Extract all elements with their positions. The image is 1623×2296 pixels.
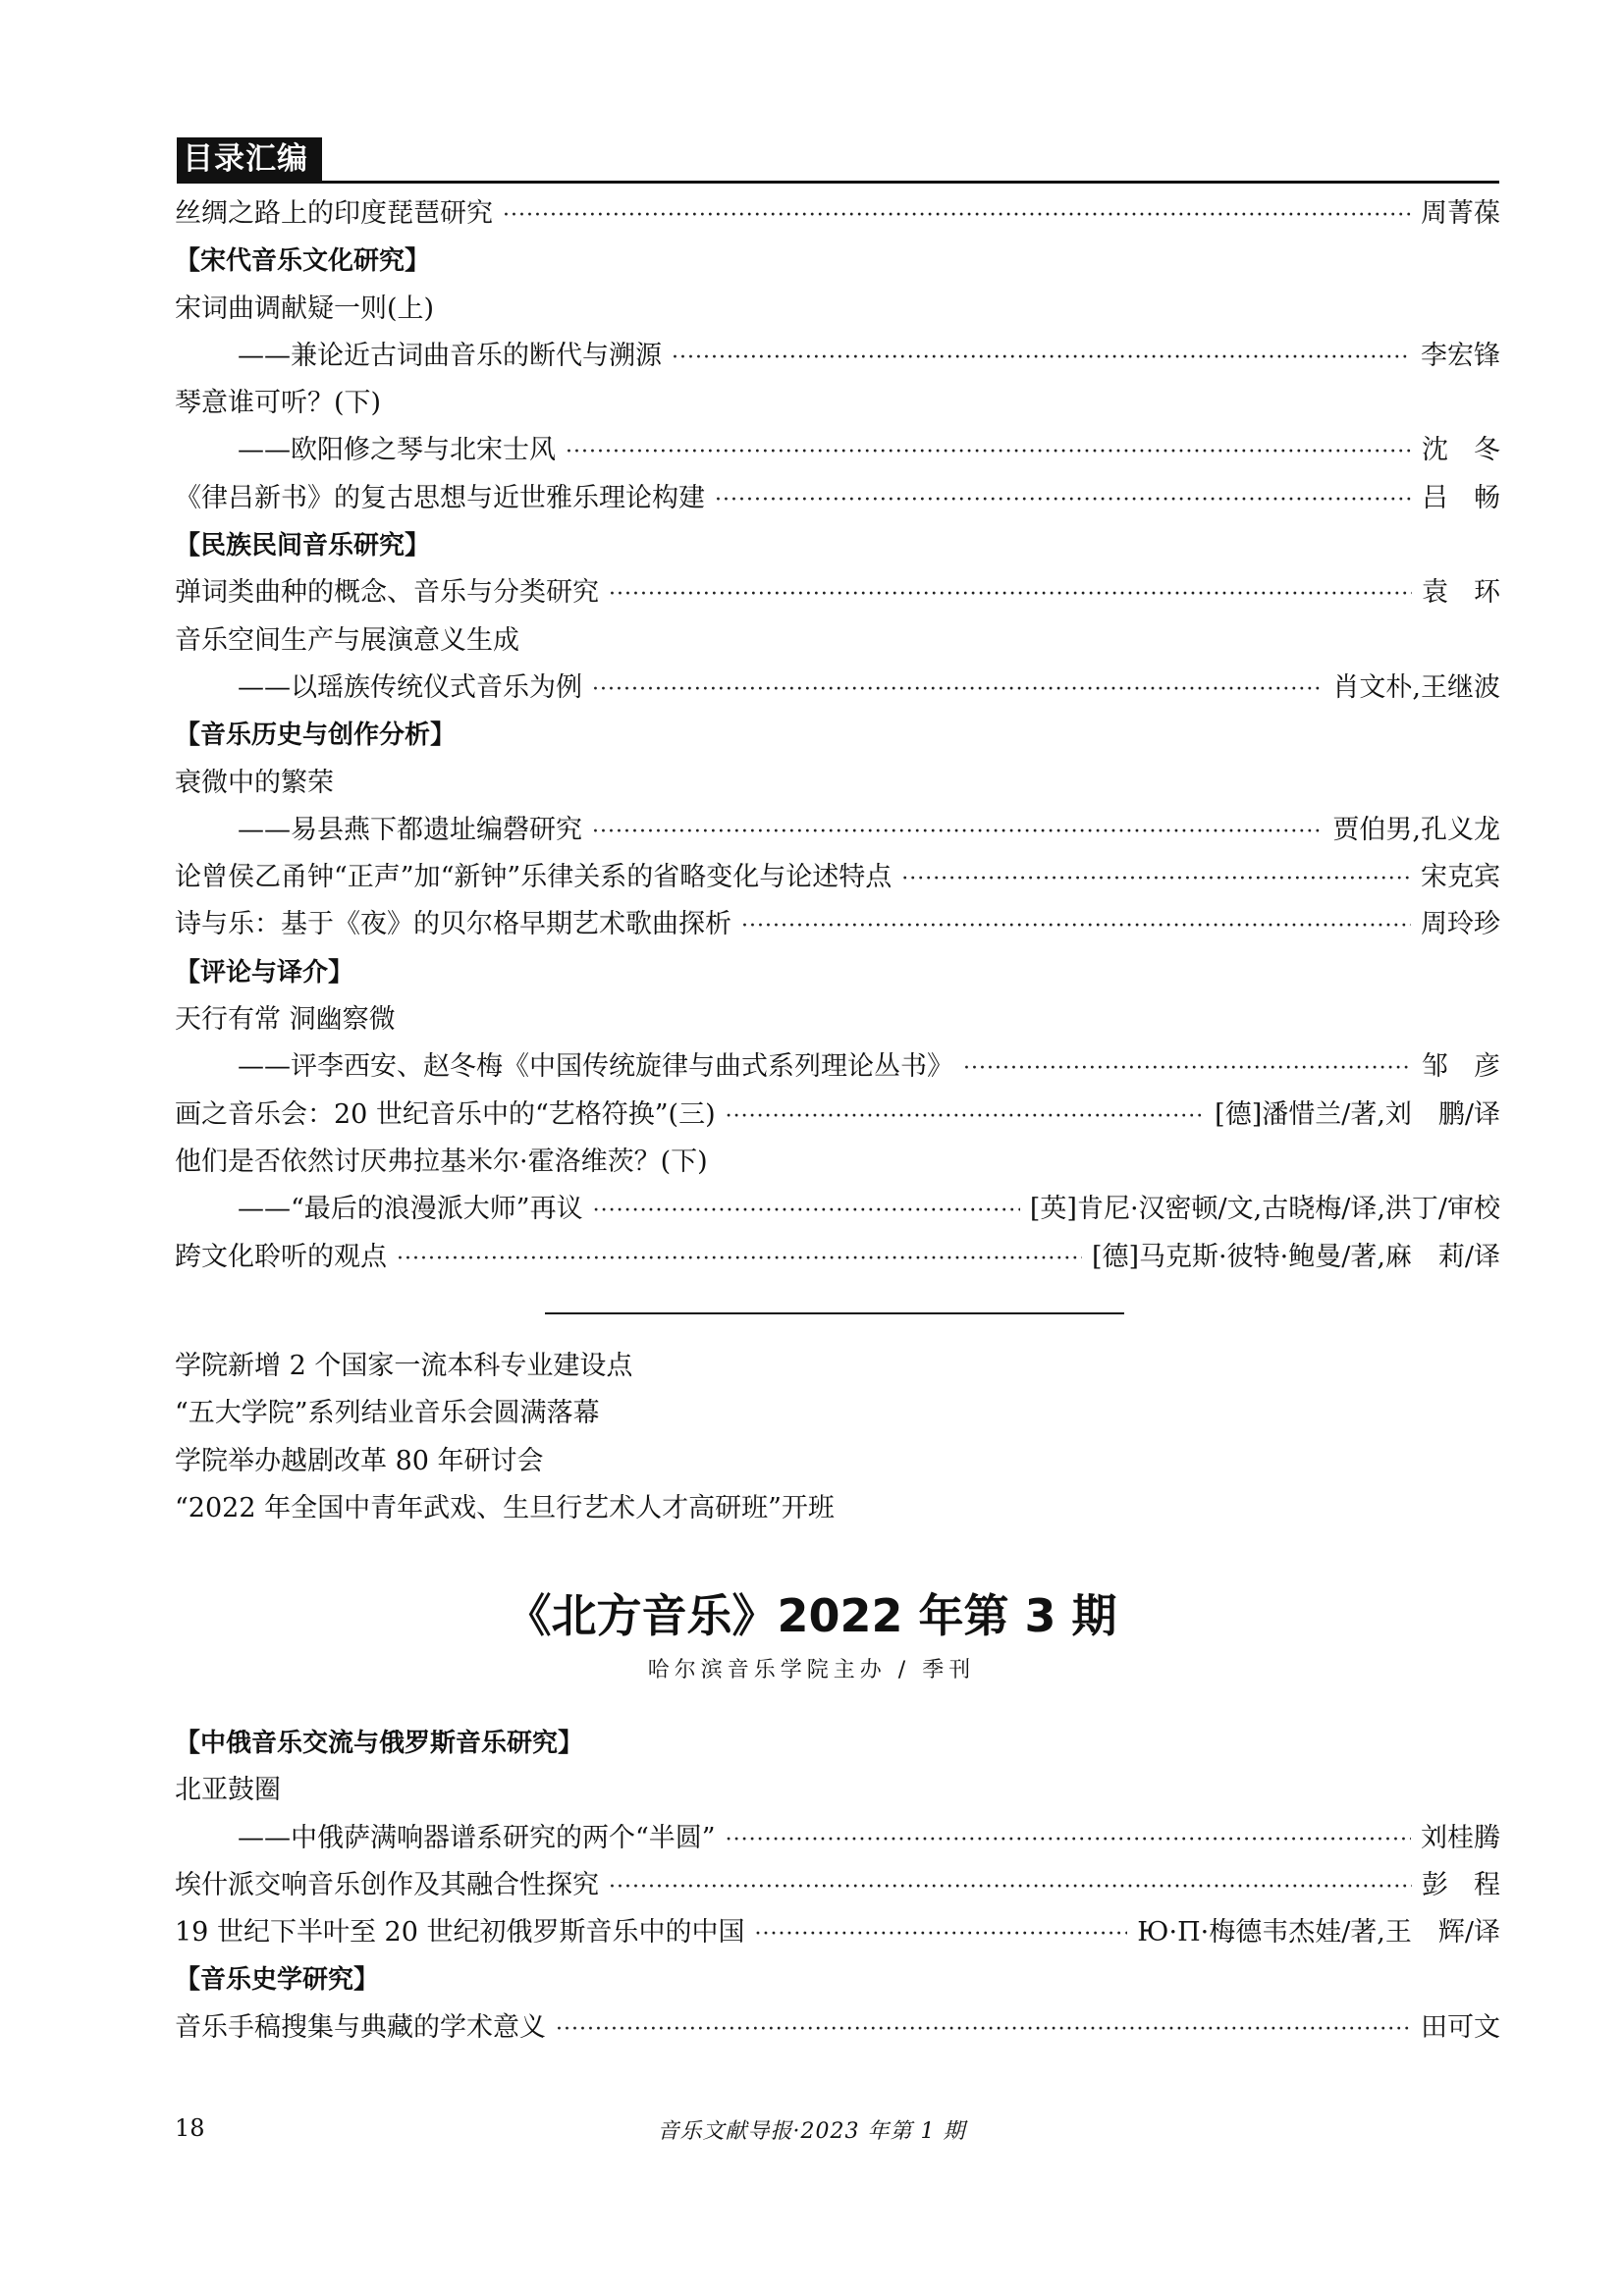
entry-author: 贾伯男,孔义龙 (1332, 814, 1500, 845)
dot-leader (609, 1864, 1412, 1911)
toc-entry (175, 854, 1500, 901)
toc-title-line: 琴意谁可听？(下) (175, 388, 382, 419)
section-label: 目录汇编 (177, 137, 322, 181)
entry-title: ——易县燕下都遗址编磬研究 (238, 814, 582, 845)
toc-entry (175, 569, 1526, 616)
journal-subtitle: 哈尔滨音乐学院主办 / 季刊 (647, 1658, 976, 1682)
dot-leader (556, 2006, 1411, 2054)
toc-title-line: 宋词曲调献疑一则(上) (175, 293, 435, 324)
toc-title-line: 音乐空间生产与展演意义生成 (175, 624, 519, 656)
toc-title-line: 衰微中的繁荣 (175, 767, 334, 798)
entry-title: ——中俄萨满响器谱系研究的两个“半圆” (238, 1822, 716, 1853)
toc-title-line: 天行有常 洞幽察微 (175, 1004, 396, 1036)
entry-author: [德]潘惜兰/著,刘 鹏/译 (1215, 1098, 1500, 1130)
category-heading: 【民族民间音乐研究】 (175, 531, 431, 561)
dot-leader (754, 1911, 1127, 1958)
toc-title-line: 北亚鼓圈 (175, 1775, 281, 1806)
dot-leader (726, 1817, 1411, 1864)
news-item: “五大学院”系列结业音乐会圆满落幕 (175, 1398, 600, 1429)
table-of-contents-2 (175, 1720, 1526, 2052)
entry-author: 沈冬 (1422, 435, 1526, 466)
entry-title: 《律吕新书》的复古思想与近世雅乐理论构建 (175, 482, 705, 513)
entry-title: 画之音乐会：20 世纪音乐中的“艺格符换”(三) (175, 1098, 716, 1130)
dot-leader (715, 477, 1412, 524)
category-heading: 【音乐史学研究】 (175, 1965, 380, 1996)
entry-author: 李宏锋 (1421, 340, 1500, 371)
dot-leader (397, 1236, 1082, 1283)
news-item: 学院举办越剧改革 80 年研讨会 (175, 1445, 544, 1476)
entry-author: 肖文朴,王继波 (1332, 671, 1500, 703)
entry-author: 宋克宾 (1421, 862, 1500, 893)
toc-entry (175, 1909, 1500, 1956)
news-list (175, 1343, 1451, 1532)
toc-entry (175, 1815, 1500, 1862)
table-of-contents-1 (175, 190, 1526, 1281)
entry-title: 埃什派交响音乐创作及其融合性探究 (175, 1869, 599, 1900)
entry-title: 弹词类曲种的概念、音乐与分类研究 (175, 577, 599, 609)
category-heading: 【中俄音乐交流与俄罗斯音乐研究】 (175, 1729, 584, 1758)
entry-title: 音乐手稿搜集与典藏的学术意义 (175, 2011, 546, 2043)
entry-author: 田可文 (1421, 2011, 1500, 2043)
toc-entry (175, 333, 1500, 380)
toc-entry (175, 901, 1500, 948)
entry-title: ——兼论近古词曲音乐的断代与溯源 (238, 340, 662, 371)
category-heading: 【宋代音乐文化研究】 (175, 246, 431, 277)
entry-title: 诗与乐：基于《夜》的贝尔格早期艺术歌曲探析 (175, 909, 731, 940)
toc-entry (175, 475, 1526, 522)
entry-author: 邹彦 (1422, 1051, 1526, 1083)
entry-author: [德]马克斯·彼特·鲍曼/著,麻 莉/译 (1091, 1241, 1500, 1272)
category-heading: 【评论与译介】 (175, 957, 354, 988)
dot-leader (963, 1045, 1412, 1093)
dot-leader (592, 809, 1323, 856)
toc-entry (175, 190, 1500, 238)
toc-entry (175, 665, 1500, 712)
category-heading: 【音乐历史与创作分析】 (175, 721, 457, 751)
entry-title: 论曾侯乙甬钟“正声”加“新钟”乐律关系的省略变化与论述特点 (175, 862, 893, 893)
dot-leader (901, 856, 1411, 903)
dot-leader (672, 335, 1411, 382)
entry-author: 刘桂腾 (1421, 1822, 1500, 1853)
toc-entry (175, 2004, 1500, 2052)
divider-line (545, 1312, 1124, 1314)
running-title: 音乐文献导报·2023 年第 1 期 (657, 2119, 966, 2144)
entry-author: 彭程 (1422, 1869, 1526, 1900)
news-item: 学院新增 2 个国家一流本科专业建设点 (175, 1351, 633, 1381)
toc-entry (175, 1186, 1500, 1233)
entry-title: ——“最后的浪漫派大师”再议 (238, 1194, 583, 1225)
dot-leader (609, 571, 1412, 618)
entry-title: ——评李西安、赵冬梅《中国传统旋律与曲式系列理论丛书》 (238, 1051, 953, 1083)
dot-leader (741, 903, 1411, 950)
journal-title: 《北方音乐》2022 年第 3 期 (506, 1589, 1117, 1642)
toc-entry (175, 1862, 1526, 1909)
page-number: 18 (175, 2114, 205, 2142)
entry-author: 袁环 (1422, 577, 1526, 609)
toc-entry (175, 1043, 1526, 1091)
news-item: “2022 年全国中青年武戏、生旦行艺术人才高研班”开班 (175, 1492, 835, 1523)
toc-entry (175, 1234, 1500, 1281)
toc-title-line: 他们是否依然讨厌弗拉基米尔·霍洛维茨？(下) (175, 1146, 708, 1177)
dot-leader (566, 429, 1412, 476)
entry-author: Ю·П·梅德韦杰娃/著,王 辉/译 (1137, 1917, 1500, 1949)
entry-author: [英]肯尼·汉密顿/文,古晓梅/译,洪丁/审校 (1029, 1194, 1500, 1225)
toc-entry (175, 807, 1500, 854)
dot-leader (726, 1094, 1206, 1141)
entry-title: 丝绸之路上的印度琵琶研究 (175, 198, 493, 229)
section-rule (177, 181, 1499, 184)
toc-entry (175, 1092, 1500, 1139)
entry-title: 19 世纪下半叶至 20 世纪初俄罗斯音乐中的中国 (175, 1917, 745, 1949)
dot-leader (593, 1188, 1020, 1235)
entry-title: 跨文化聆听的观点 (175, 1241, 387, 1272)
entry-author: 周菁葆 (1421, 198, 1500, 229)
section-header (177, 137, 1499, 183)
dot-leader (592, 667, 1323, 714)
toc-entry (175, 427, 1526, 474)
entry-author: 周玲珍 (1421, 909, 1500, 940)
entry-author: 吕畅 (1422, 482, 1526, 513)
entry-title: ——以瑶族传统仪式音乐为例 (238, 671, 582, 703)
dot-leader (503, 192, 1411, 240)
entry-title: ——欧阳修之琴与北宋士风 (238, 435, 556, 466)
